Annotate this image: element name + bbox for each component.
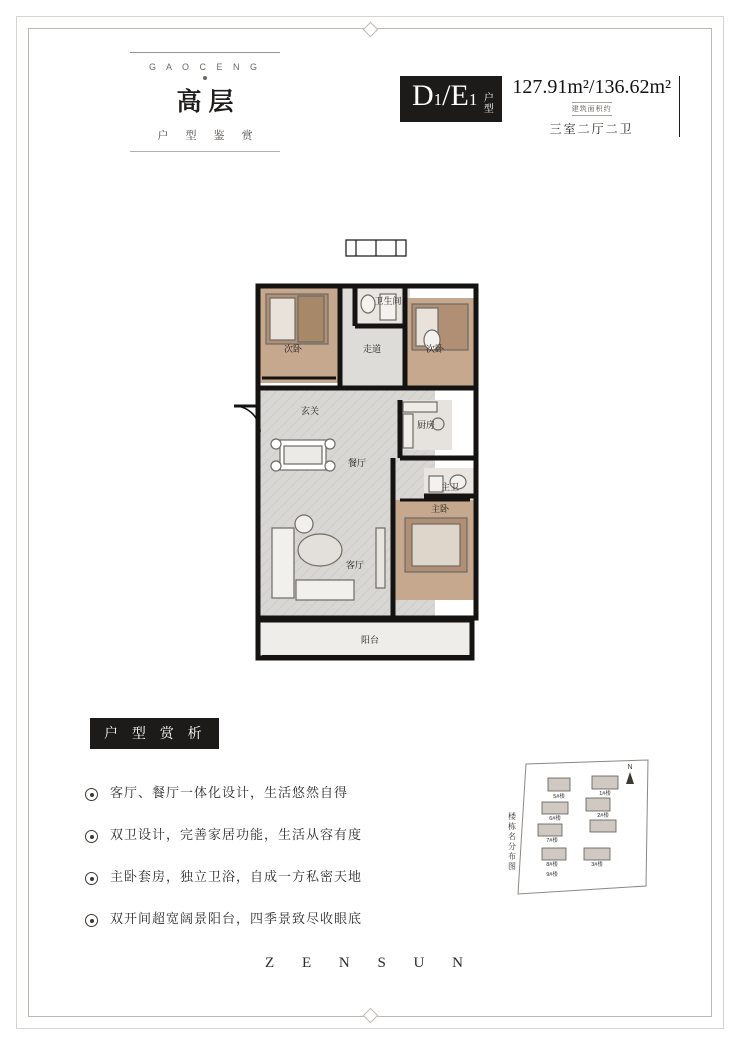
features-title: 户 型 赏 析 [90,718,219,749]
plan-label-dining: 餐厅 [347,458,367,468]
title-rule-bottom [130,151,280,152]
feature-text: 主卧套房，独立卫浴，自成一方私密天地 [110,869,363,884]
plan-label-bedroom-3: 次卧 [425,344,445,354]
title-rule-top [130,52,280,53]
plan-label-master-bedroom: 主卧 [430,504,450,514]
feature-item [85,911,485,927]
unit-code-label: 户型 [481,92,493,114]
bullet-icon [85,830,98,843]
plan-label-kitchen: 厨房 [416,420,436,430]
unit-code-slash: / [442,79,451,112]
bullet-icon [85,872,98,885]
location-map-label: 楼栋名分布图 [508,812,517,871]
features-list [85,785,485,953]
unit-code-e-sub: 1 [468,90,478,109]
feature-item [85,785,485,801]
bullet-icon [85,788,98,801]
area-value: 127.91m²/136.62m² [512,76,671,98]
unit-code [412,81,477,115]
building-label: 9#楼 [546,872,558,878]
plan-label-balcony: 阳台 [360,635,380,645]
building-label: 7#楼 [546,838,558,844]
plan-label-master-bath: 主卫 [440,482,460,492]
building-label: 1#楼 [599,791,611,797]
area-block [512,76,680,137]
building-label: 5#楼 [553,794,565,800]
building-label: 2#楼 [597,813,609,819]
feature-text: 双开间超宽阔景阳台，四季景致尽收眼底 [110,911,363,926]
plan-label-living: 客厅 [345,560,365,570]
location-map [508,758,653,903]
plan-label-bedroom-2: 次卧 [283,344,303,354]
plan-label-entry: 玄关 [300,406,320,416]
header [60,52,680,182]
unit-code-d: D [411,79,434,112]
plan-label-bathroom: 卫生间 [374,296,402,306]
brand-footer: Z E N S U N [265,955,475,971]
svg-text:N: N [627,764,633,771]
feature-text: 客厅、餐厅一体化设计，生活悠然自得 [110,785,349,800]
building-label: 8#楼 [546,862,558,868]
title-dot [203,76,207,80]
title-block [100,52,310,152]
room-config: 三室二厅二卫 [549,122,634,136]
unit-code-badge [400,76,502,122]
feature-text: 双卫设计，完善家居功能，生活从容有度 [110,827,363,842]
page-title: 高层 [176,89,241,116]
compass-icon [626,764,634,784]
area-note: 建筑面积约 [572,102,612,116]
title-pinyin: G A O C E N G [148,62,262,72]
unit-code-e: E [450,79,469,112]
building-label: 3#楼 [591,862,603,868]
feature-item [85,827,485,843]
bullet-icon [85,914,98,927]
building-label: 6#楼 [549,816,561,822]
plan-label-corridor: 走道 [362,344,382,354]
feature-item [85,869,485,885]
page-subtitle: 户 型 鉴 赏 [157,130,260,142]
unit-code-d-sub: 1 [433,90,443,109]
unit-code-block [400,76,680,137]
floor-plan [200,228,530,678]
